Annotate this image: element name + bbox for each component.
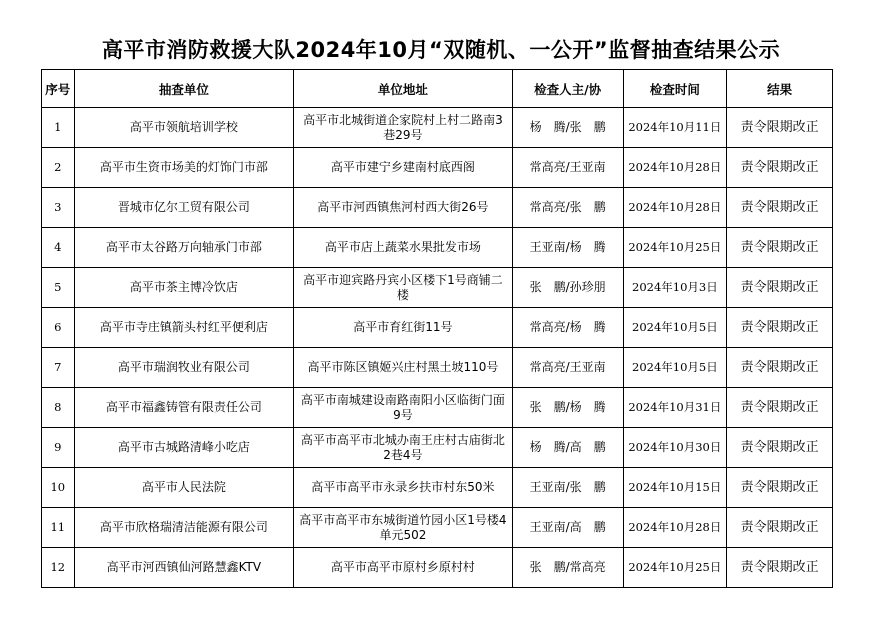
table-row (42, 268, 833, 308)
cell-no: 5 (42, 268, 75, 308)
cell-inspectors: 王亚南/高 鹏 (512, 508, 623, 548)
cell-result: 责令限期改正 (727, 268, 833, 308)
cell-address: 高平市高平市北城办南王庄村古庙街北2巷4号 (294, 428, 513, 468)
header-address: 单位地址 (294, 70, 513, 108)
cell-result: 责令限期改正 (727, 508, 833, 548)
table-row (42, 348, 833, 388)
cell-unit: 高平市茶主博冷饮店 (74, 268, 294, 308)
header-result: 结果 (727, 70, 833, 108)
cell-address: 高平市河西镇焦河村西大街26号 (294, 188, 513, 228)
header-time: 检查时间 (623, 70, 727, 108)
cell-result: 责令限期改正 (727, 428, 833, 468)
cell-time: 2024年10月28日 (623, 188, 727, 228)
table-body (42, 108, 833, 588)
cell-inspectors: 王亚南/杨 腾 (512, 228, 623, 268)
cell-no: 1 (42, 108, 75, 148)
cell-no: 4 (42, 228, 75, 268)
cell-inspectors: 王亚南/张 鹏 (512, 468, 623, 508)
cell-time: 2024年10月11日 (623, 108, 727, 148)
cell-no: 10 (42, 468, 75, 508)
cell-unit: 高平市河西镇仙河路慧鑫KTV (74, 548, 294, 588)
cell-inspectors: 常高亮/王亚南 (512, 348, 623, 388)
table-row (42, 508, 833, 548)
header-no: 序号 (42, 70, 75, 108)
cell-time: 2024年10月31日 (623, 388, 727, 428)
cell-no: 6 (42, 308, 75, 348)
cell-time: 2024年10月28日 (623, 148, 727, 188)
table-row (42, 428, 833, 468)
cell-result: 责令限期改正 (727, 188, 833, 228)
cell-unit: 高平市古城路清峰小吃店 (74, 428, 294, 468)
cell-inspectors: 张 鹏/常高亮 (512, 548, 623, 588)
cell-time: 2024年10月3日 (623, 268, 727, 308)
cell-unit: 高平市欣格瑞清洁能源有限公司 (74, 508, 294, 548)
cell-inspectors: 常高亮/杨 腾 (512, 308, 623, 348)
results-table (41, 69, 833, 588)
cell-time: 2024年10月28日 (623, 508, 727, 548)
cell-result: 责令限期改正 (727, 228, 833, 268)
cell-time: 2024年10月15日 (623, 468, 727, 508)
cell-address: 高平市陈区镇姬兴庄村黑土坡110号 (294, 348, 513, 388)
cell-no: 11 (42, 508, 75, 548)
cell-time: 2024年10月25日 (623, 548, 727, 588)
cell-result: 责令限期改正 (727, 308, 833, 348)
table-row (42, 148, 833, 188)
table-row (42, 548, 833, 588)
cell-result: 责令限期改正 (727, 348, 833, 388)
header-unit: 抽查单位 (74, 70, 294, 108)
cell-result: 责令限期改正 (727, 148, 833, 188)
cell-result: 责令限期改正 (727, 548, 833, 588)
cell-address: 高平市店上蔬菜水果批发市场 (294, 228, 513, 268)
cell-address: 高平市迎宾路丹宾小区楼下1号商铺二楼 (294, 268, 513, 308)
cell-time: 2024年10月30日 (623, 428, 727, 468)
cell-result: 责令限期改正 (727, 108, 833, 148)
cell-no: 8 (42, 388, 75, 428)
cell-unit: 晋城市亿尔工贸有限公司 (74, 188, 294, 228)
cell-unit: 高平市领航培训学校 (74, 108, 294, 148)
page-title: 高平市消防救援大队2024年10月“双随机、一公开”监督抽查结果公示 (101, 38, 781, 62)
cell-inspectors: 张 鹏/孙珍朋 (512, 268, 623, 308)
cell-time: 2024年10月5日 (623, 308, 727, 348)
cell-inspectors: 常高亮/张 鹏 (512, 188, 623, 228)
cell-inspectors: 杨 腾/高 鹏 (512, 428, 623, 468)
cell-address: 高平市高平市永录乡扶市村东50米 (294, 468, 513, 508)
cell-result: 责令限期改正 (727, 388, 833, 428)
cell-inspectors: 杨 腾/张 鹏 (512, 108, 623, 148)
table-row (42, 188, 833, 228)
cell-address: 高平市北城街道企家院村上村二路南3巷29号 (294, 108, 513, 148)
header-inspectors: 检查人主/协 (512, 70, 623, 108)
cell-no: 12 (42, 548, 75, 588)
cell-unit: 高平市福鑫铸管有限责任公司 (74, 388, 294, 428)
cell-address: 高平市高平市原村乡原村村 (294, 548, 513, 588)
cell-inspectors: 常高亮/王亚南 (512, 148, 623, 188)
table-row (42, 108, 833, 148)
cell-no: 7 (42, 348, 75, 388)
table-row (42, 228, 833, 268)
cell-address: 高平市建宁乡建南村底西阁 (294, 148, 513, 188)
cell-inspectors: 张 鹏/杨 腾 (512, 388, 623, 428)
cell-no: 3 (42, 188, 75, 228)
cell-unit: 高平市太谷路万向轴承门市部 (74, 228, 294, 268)
cell-address: 高平市高平市东城街道竹园小区1号楼4单元502 (294, 508, 513, 548)
table-row (42, 388, 833, 428)
cell-no: 2 (42, 148, 75, 188)
cell-unit: 高平市人民法院 (74, 468, 294, 508)
table-header-row (42, 70, 833, 108)
cell-unit: 高平市生资市场美的灯饰门市部 (74, 148, 294, 188)
cell-unit: 高平市瑞润牧业有限公司 (74, 348, 294, 388)
table-row (42, 308, 833, 348)
cell-unit: 高平市寺庄镇箭头村红平便利店 (74, 308, 294, 348)
cell-time: 2024年10月25日 (623, 228, 727, 268)
cell-address: 高平市育红街11号 (294, 308, 513, 348)
cell-no: 9 (42, 428, 75, 468)
table-row (42, 468, 833, 508)
cell-time: 2024年10月5日 (623, 348, 727, 388)
cell-address: 高平市南城建设南路南阳小区临街门面9号 (294, 388, 513, 428)
cell-result: 责令限期改正 (727, 468, 833, 508)
